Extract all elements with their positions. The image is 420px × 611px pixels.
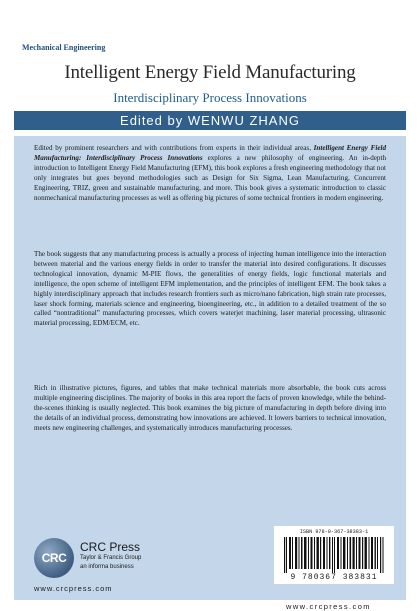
blurb-paragraph-2: The book suggests that any manufacturing process is actually a process of injecting human intelligence into the interaction between material and the various energy fields in order to transfer the material into desired configurations. It discusses technological innovation, dynamic M-PIE flows, the generalities of energy fields, logic functional materials and intelligence, the open scheme of intelligent EFM implementation, and the principles of intelligent EFM. The book takes a highly interdisciplinary approach that includes research frontiers such as micro/nano fabrication, high strain rate processes, laser shock forming, materials science and engineering, bioengineering, etc., in addition to a detailed treatment of the so called “nontraditional” manufacturing processes, which covers waterjet machining, laser material processing, ultrasonic material processing, EDM/ECM, etc. <box>34 250 386 328</box>
blurb-paragraph-1 <box>34 144 386 203</box>
footer-url: www.crcpress.com <box>286 602 371 611</box>
publisher-group: Taylor & Francis Group <box>80 555 142 561</box>
publisher-url: www.crcpress.com <box>34 584 113 593</box>
barcode-box <box>274 526 394 584</box>
blurb-panel <box>14 136 406 611</box>
blurb-p1-body: explores a new philosophy of engineering. An in-depth introduction to Intelligent Energy Field Manufacturing (EFM), this book explores a fresh engineering methodology that not only integrates but goes beyond methodologies such as Design for Six Sigma, Lean Manufacturing, Concurrent Engineering, TRIZ, green and sustainable manufacturing, and more. This book gives a systematic introduction to classic nonmechanical manufacturing processes as well as offering big pictures of some technical frontiers in modern engineering. <box>34 153 386 202</box>
book-subtitle: Interdisciplinary Process Innovations <box>113 90 307 105</box>
barcode-icon <box>282 537 386 573</box>
publisher-business: an informa business <box>80 564 134 570</box>
publisher-name: CRC Press <box>80 540 141 554</box>
blurb-paragraph-3: Rich in illustrative pictures, figures, and tables that make technical materials more absorbable, the book cuts across multiple engineering disciplines. The majority of books in this area report the facts of proven knowledge, while the behind-the-scenes thinking is usually neglected. This book examines the big picture of manufacturing in depth before diving into the details of an individual process, demonstrating how innovations are achieved. It lowers barriers to technical innovation, meets new engineering challenges, and systematically introduces manufacturing processes. <box>34 384 386 432</box>
series-category: Mechanical Engineering <box>22 43 106 52</box>
book-title: Intelligent Energy Field Manufacturing <box>64 62 356 83</box>
editor-band: Edited by WENWU ZHANG <box>14 111 406 130</box>
blurb-p1-intro: Edited by prominent researchers and with contributions from experts in their individual areas, <box>34 144 314 152</box>
barcode-number: 9 780367 383831 <box>290 573 378 582</box>
isbn-text: ISBN 978-0-367-38383-1 <box>299 529 369 535</box>
blurb-p1-book-title: Intelligent Energy Field Manufacturing: Interdisciplinary Process Innovations <box>34 144 386 162</box>
crc-logo-icon: CRC <box>34 538 74 578</box>
